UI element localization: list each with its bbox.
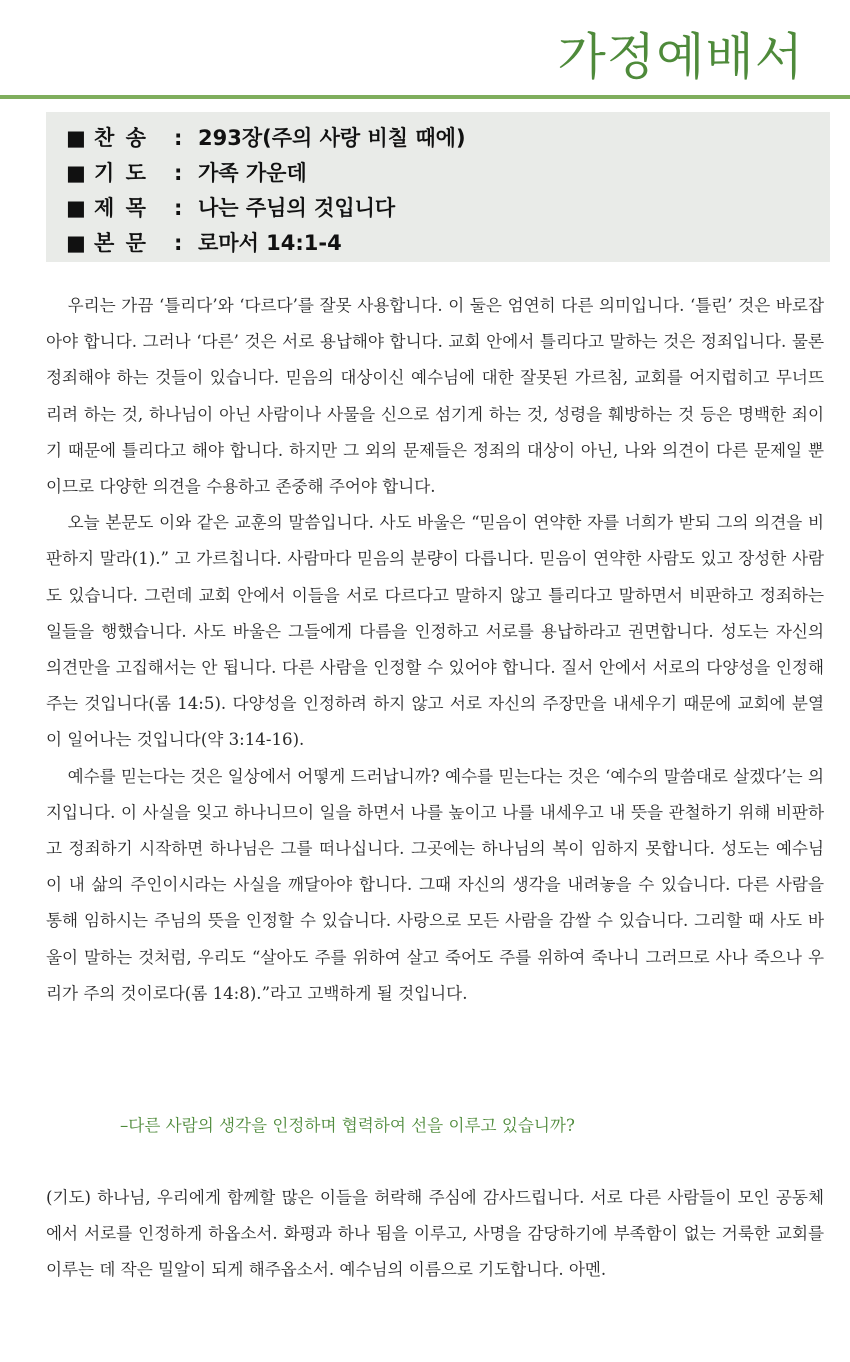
info-label: 기 도	[94, 161, 148, 185]
info-label: 제 목	[94, 196, 148, 220]
info-row-scripture	[66, 226, 830, 261]
body-paragraph: 예수를 믿는다는 것은 일상에서 어떻게 드러납니까? 예수를 믿는다는 것은 ‘예수의 말씀대로 살겠다’는 의지입니다. 이 사실을 잊고 하나니므이 일을 하면서 나를 높이고 나를 내세우고 내 뜻을 관철하기 위해 비판하고 정죄하기 시작하면 하나님은 그를 떠나십니다. 그곳에는 하나님의 복이 임하지 못합니다. 성도는 예수님이 내 삶의 주인이시라는 사실을 깨달아야 합니다. 그때 자신의 생각을 내려놓을 수 있습니다. 다른 사람을 통해 임하시는 주님의 뜻을 인정할 수 있습니다. 사랑으로 모든 사람을 감쌀 수 있습니다. 그리할 때 사도 바울이 말하는 것처럼, 우리도 “살아도 주를 위하여 살고 죽어도 주를 위하여 죽나니 그러므로 사나 죽으나 우리가 주의 것이로다(롬 14:8).”라고 고백하게 될 것입니다.	[46, 766, 824, 1003]
square-bullet-icon: ■	[66, 161, 86, 185]
reflection-question: –다른 사람의 생각을 인정하며 협력하여 선을 이루고 있습니까?	[120, 1116, 575, 1135]
info-value: 나는 주님의 것입니다	[198, 196, 396, 220]
worship-info-box	[46, 112, 830, 262]
info-colon: :	[174, 126, 183, 150]
info-value: 로마서 14:1-4	[198, 231, 342, 255]
info-row-hymn	[66, 121, 830, 156]
square-bullet-icon: ■	[66, 231, 86, 255]
square-bullet-icon: ■	[66, 126, 86, 150]
body-paragraph: 우리는 가끔 ‘틀리다’와 ‘다르다’를 잘못 사용합니다. 이 둘은 엄연히 다른 의미입니다. ‘틀린’ 것은 바로잡아야 합니다. 그러나 ‘다른’ 것은 서로 용납해야 합니다. 교회 안에서 틀리다고 말하는 것은 정죄입니다. 물론 정죄해야 하는 것들이 있습니다. 믿음의 대상이신 예수님에 대한 잘못된 가르침, 교회를 어지럽히고 무너뜨 리려 하는 것, 하나님이 아닌 사람이나 사물을 신으로 섬기게 하는 것, 성령을 훼방하는 것 등은 명백한 죄이기 때문에 틀리다고 해야 합니다. 하지만 그 외의 문제들은 정죄의 대상이 아닌, 나와 의견이 다른 문제일 뿐이므로 다양한 의견을 수용하고 존중해 주어야 합니다.	[46, 296, 824, 497]
info-colon: :	[174, 231, 183, 255]
sermon-body	[46, 288, 824, 1012]
page-title: 가정예배서	[557, 28, 804, 86]
square-bullet-icon: ■	[66, 196, 86, 220]
info-colon: :	[174, 161, 183, 185]
body-paragraph: 오늘 본문도 이와 같은 교훈의 말씀입니다. 사도 바울은 “믿음이 연약한 자를 너희가 받되 그의 의견을 비판하지 말라(1).” 고 가르칩니다. 사람마다 믿음의 분량이 다릅니다. 믿음이 연약한 사람도 있고 장성한 사람도 있습니다. 그런데 교회 안에서 이들을 서로 다르다고 말하지 않고 틀리다고 말하면서 비판하고 정죄하는 일들을 행했습니다. 사도 바울은 그들에게 다름을 인정하고 서로를 용납하라고 권면합니다. 성도는 자신의 의견만을 고집해서는 안 됩니다. 다른 사람을 인정할 수 있어야 합니다. 질서 안에서 서로의 다양성을 인정해 주는 것입니다(롬 14:5). 다양성을 인정하려 하지 않고 서로 자신의 주장만을 내세우기 때문에 교회에 분열이 일어나는 것입니다(약 3:14-16).	[46, 513, 824, 750]
info-label: 본 문	[94, 231, 148, 255]
closing-prayer	[46, 1180, 824, 1289]
info-value: 가족 가운데	[198, 161, 307, 185]
info-row-prayer	[66, 156, 830, 191]
prayer-text: (기도) 하나님, 우리에게 함께할 많은 이들을 허락해 주심에 감사드립니다. 서로 다른 사람들이 모인 공동체에서 서로를 인정하게 하옵소서. 화평과 하나 됨을 이루고, 사명을 감당하기에 부족함이 없는 거룩한 교회를 이루는 데 작은 밀알이 되게 해주옵소서. 예수님의 이름으로 기도합니다. 아멘.	[46, 1188, 824, 1280]
info-colon: :	[174, 196, 183, 220]
info-value: 293장(주의 사랑 비칠 때에)	[198, 126, 466, 150]
info-row-topic	[66, 191, 830, 226]
header-divider	[0, 95, 850, 99]
info-label: 찬 송	[94, 126, 148, 150]
